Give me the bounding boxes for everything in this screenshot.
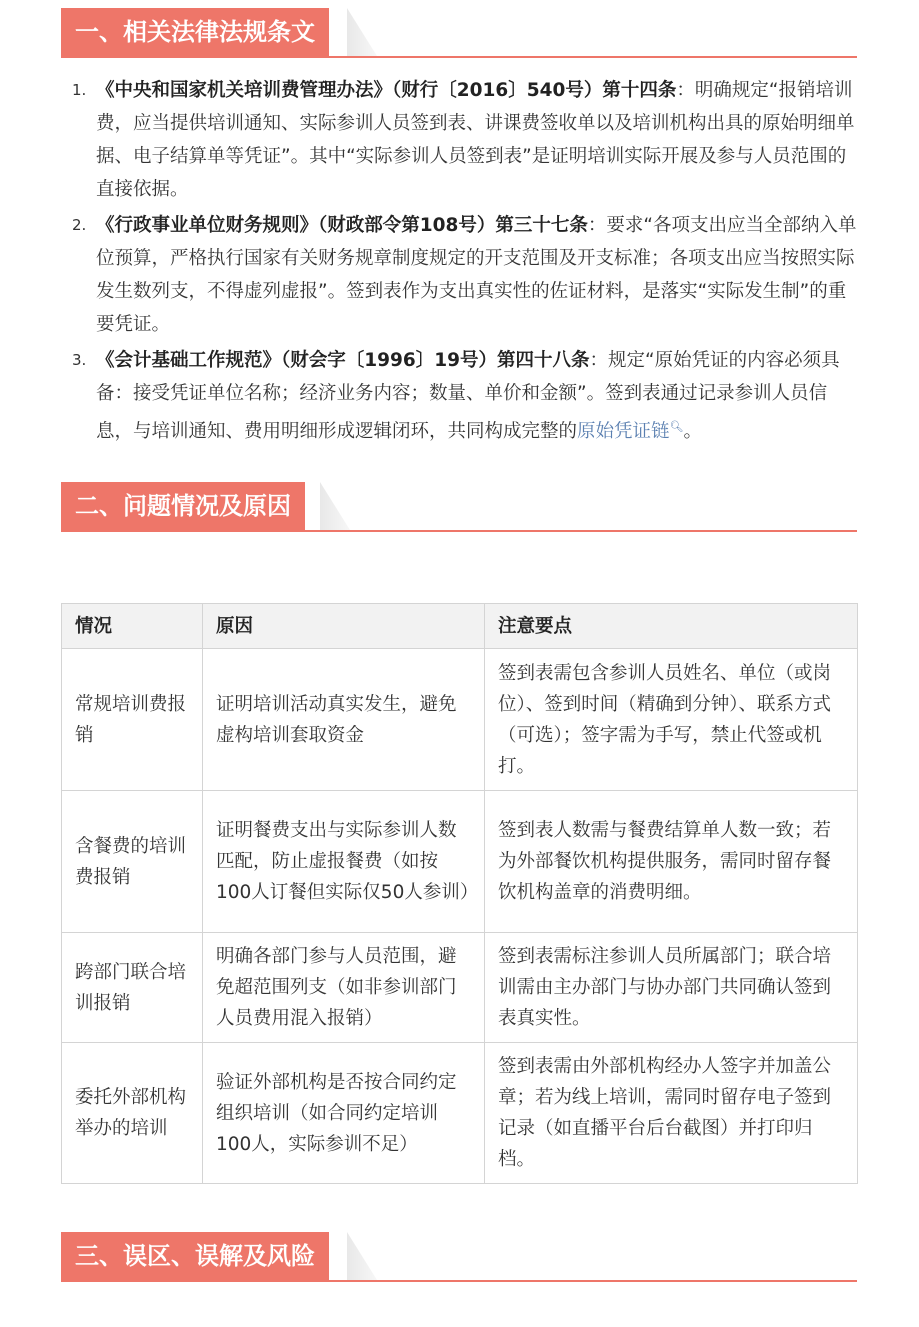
- table-row: [62, 791, 858, 933]
- table-row: [62, 1043, 858, 1184]
- header-rule: [61, 1280, 857, 1282]
- list-item: [72, 209, 858, 341]
- law-text: ：明确规定“报销培训费，应当提供培训通知、实际参训人员签到表、讲课费签收单以及培训机构出具的原始明细单据、电子结算单等凭证”。其中“实际参训人员签到表”是证明培训实际开展及参与人员范围的直接依据。: [96, 80, 855, 200]
- list-number: 2.: [72, 216, 87, 234]
- law-text: ：要求“各项支出应当全部纳入单位预算，严格执行国家有关财务规章制度规定的开支范围及开支标准；各项支出应当按照实际发生数列支，不得虚列虚报”。签到表作为支出真实性的佐证材料，是落实“实际发生制”的重要凭证。: [96, 215, 857, 335]
- list-number: 3.: [72, 351, 87, 369]
- table-cell: 证明培训活动真实发生，避免虚构培训套取资金: [203, 649, 485, 791]
- law-text: ：规定“原始凭证的内容必须具备：接受凭证单位名称；经济业务内容；数量、单价和金额”。签到表通过记录参训人员信息，与培训通知、费用明细形成逻辑闭环，共同构成完整的: [96, 350, 840, 443]
- table-row: [62, 933, 858, 1043]
- header-rule: [61, 56, 857, 58]
- table-cell: 签到表需包含参训人员姓名、单位（或岗位）、签到时间（精确到分钟）、联系方式（可选）；签字需为手写，禁止代签或机打。: [485, 649, 858, 791]
- section-title: 三、误区、误解及风险: [61, 1232, 329, 1280]
- issues-table: [61, 603, 858, 1184]
- law-title: 《行政事业单位财务规则》（财政部令第108号）第三十七条: [96, 215, 588, 236]
- table-cell: 明确各部门参与人员范围，避免超范围列支（如非参训部门人员费用混入报销）: [203, 933, 485, 1043]
- law-title: 《中央和国家机关培训费管理办法》（财行〔2016〕540号）第十四条: [96, 80, 677, 101]
- column-header: 原因: [203, 604, 485, 649]
- header-fold-shadow: [320, 482, 350, 530]
- search-icon[interactable]: 🔍︎: [669, 420, 684, 433]
- table-cell: 证明餐费支出与实际参训人数匹配，防止虚报餐费（如按100人订餐但实际仅50人参训）: [203, 791, 485, 933]
- column-header: 情况: [62, 604, 203, 649]
- header-fold-shadow: [347, 8, 377, 56]
- laws-list: [72, 74, 858, 451]
- header-fold-shadow: [347, 1232, 377, 1280]
- table-cell: 含餐费的培训费报销: [62, 791, 203, 933]
- voucher-chain-link[interactable]: 原始凭证链: [577, 421, 670, 443]
- list-item: [72, 344, 858, 448]
- table-cell: 委托外部机构举办的培训: [62, 1043, 203, 1184]
- list-number: 1.: [72, 81, 87, 99]
- table-row: [62, 649, 858, 791]
- section-title: 一、相关法律法规条文: [61, 8, 329, 56]
- table-cell: 常规培训费报销: [62, 649, 203, 791]
- table-cell: 签到表人数需与餐费结算单人数一致；若为外部餐饮机构提供服务，需同时留存餐饮机构盖章的消费明细。: [485, 791, 858, 933]
- section-title: 二、问题情况及原因: [61, 482, 305, 530]
- table-cell: 验证外部机构是否按合同约定组织培训（如合同约定培训100人，实际参训不足）: [203, 1043, 485, 1184]
- section-header-risks: [61, 1232, 857, 1282]
- law-title: 《会计基础工作规范》（财会字〔1996〕19号）第四十八条: [96, 350, 590, 371]
- column-header: 注意要点: [485, 604, 858, 649]
- table-cell: 跨部门联合培训报销: [62, 933, 203, 1043]
- table-header-row: [62, 604, 858, 649]
- table-cell: 签到表需标注参训人员所属部门；联合培训需由主办部门与协办部门共同确认签到表真实性。: [485, 933, 858, 1043]
- section-header-laws: [61, 8, 857, 58]
- header-rule: [61, 530, 857, 532]
- list-item: [72, 74, 858, 206]
- law-tail: 。: [683, 421, 703, 443]
- section-header-issues: [61, 482, 857, 532]
- table-cell: 签到表需由外部机构经办人签字并加盖公章；若为线上培训，需同时留存电子签到记录（如直播平台后台截图）并打印归档。: [485, 1043, 858, 1184]
